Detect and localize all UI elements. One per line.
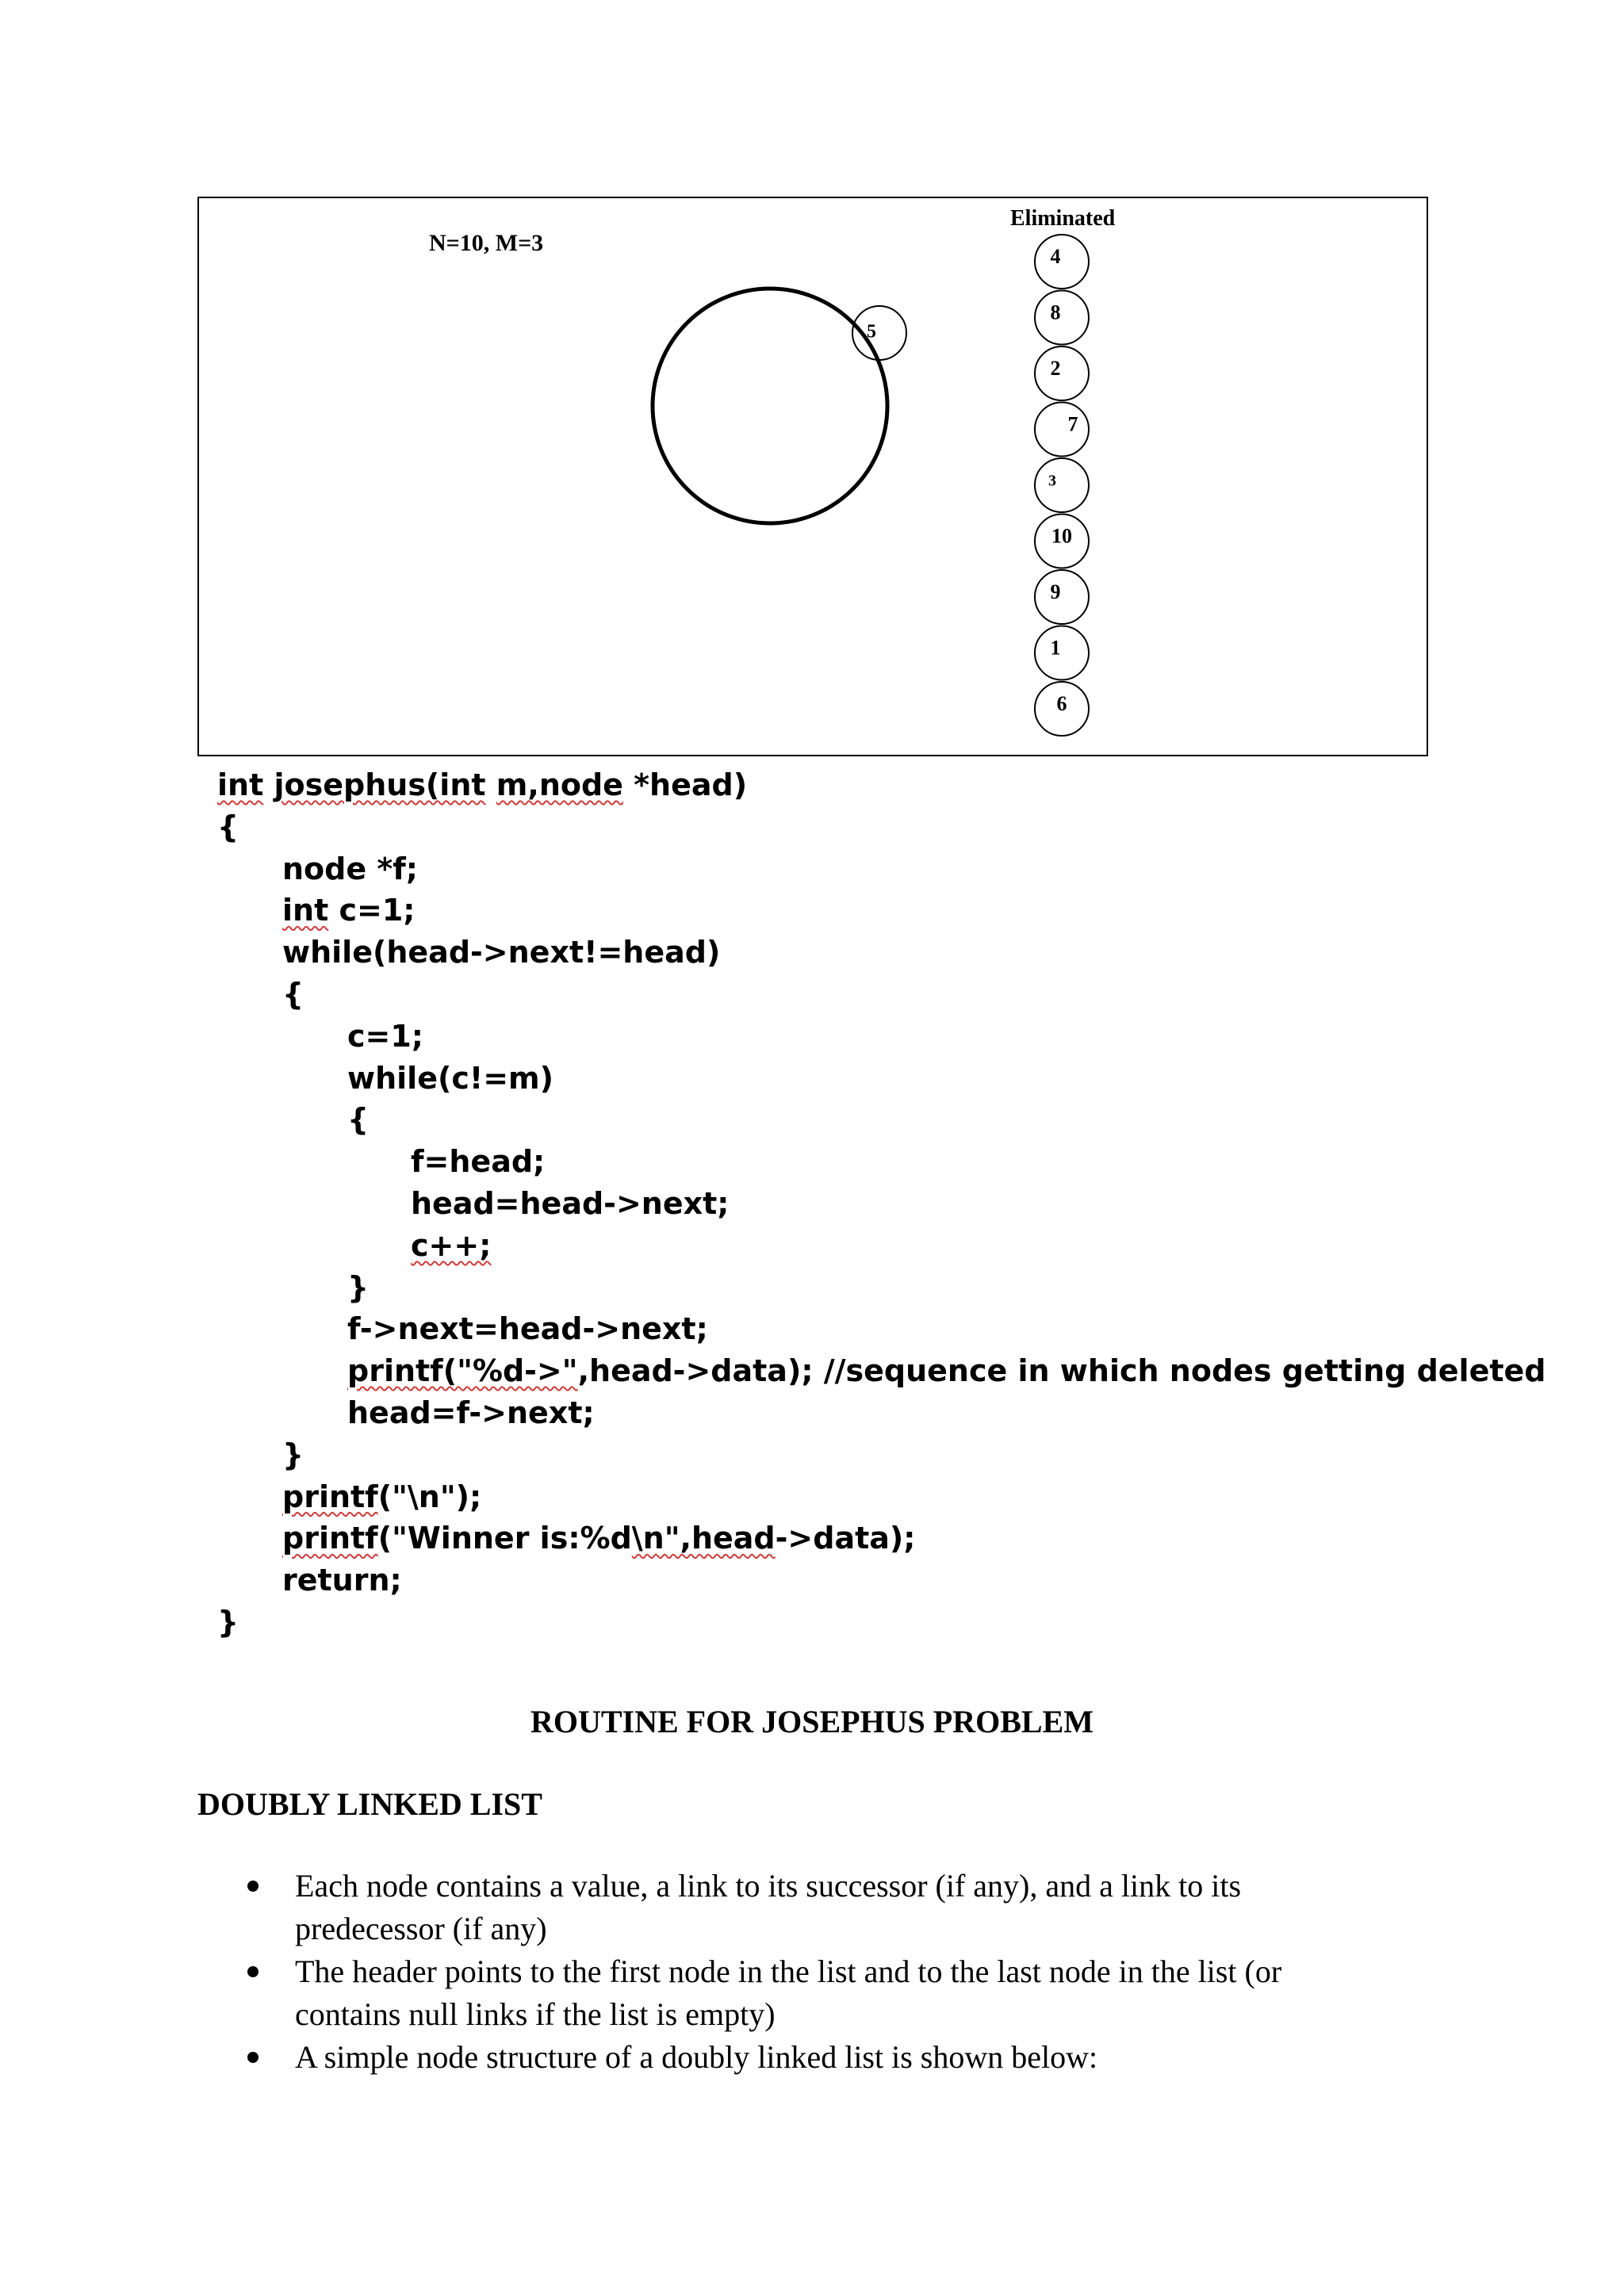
spellcheck-flagged-token: c++; bbox=[411, 1227, 492, 1263]
code-token: } bbox=[217, 1605, 239, 1640]
eliminated-node-label: 7 bbox=[1067, 412, 1078, 436]
spellcheck-flagged-token: printf("%d->" bbox=[347, 1353, 578, 1389]
bullet-dot-icon bbox=[247, 1881, 259, 1892]
code-line bbox=[347, 1310, 708, 1348]
code-line bbox=[282, 1436, 304, 1474]
eliminated-node-circle bbox=[1035, 403, 1089, 457]
bullet-list bbox=[238, 1865, 1364, 2079]
spellcheck-flagged-token: int bbox=[217, 767, 264, 802]
bullet-item bbox=[238, 1950, 1364, 2036]
bullet-item bbox=[238, 1865, 1364, 1950]
code-token: } bbox=[347, 1269, 370, 1305]
spellcheck-flagged-token: printf bbox=[282, 1521, 378, 1556]
params-label: N=10, M=3 bbox=[429, 230, 544, 256]
eliminated-node-label: 8 bbox=[1050, 300, 1061, 324]
eliminated-node-circle bbox=[1035, 346, 1089, 400]
code-token: { bbox=[217, 809, 239, 844]
code-token: c=1; bbox=[347, 1018, 424, 1054]
code-token: ("\n"); bbox=[377, 1479, 482, 1514]
code-token: return; bbox=[282, 1563, 402, 1598]
code-line bbox=[282, 850, 418, 888]
code-token: c=1; bbox=[328, 893, 416, 928]
code-line bbox=[217, 808, 239, 846]
code-token: node *f; bbox=[282, 851, 418, 886]
code-line bbox=[347, 1394, 595, 1432]
eliminated-node-label: 1 bbox=[1050, 636, 1061, 660]
code-token: while(c!=m) bbox=[347, 1060, 554, 1096]
code-token: ,head->data); //sequence in which nodes getting deleted bbox=[577, 1353, 1546, 1389]
spellcheck-flagged-token: printf bbox=[282, 1479, 378, 1514]
code-token: head=f->next; bbox=[347, 1395, 595, 1430]
josephus-diagram bbox=[197, 197, 1428, 756]
code-line bbox=[347, 1352, 1546, 1390]
eliminated-label: Eliminated bbox=[1010, 206, 1116, 231]
eliminated-nodes bbox=[1035, 235, 1089, 736]
section-heading: DOUBLY LINKED LIST bbox=[197, 1786, 542, 1822]
eliminated-node-label: 6 bbox=[1056, 691, 1067, 715]
eliminated-node-label: 10 bbox=[1051, 524, 1072, 548]
eliminated-node-circle bbox=[1035, 291, 1089, 345]
code-line bbox=[282, 1519, 915, 1557]
remaining-node-label: 5 bbox=[867, 321, 876, 342]
code-line bbox=[411, 1142, 545, 1181]
code-line bbox=[282, 975, 304, 1013]
bullet-text: The header points to the first node in the list and to the last node in the list (or contains null links if the list is empty) bbox=[295, 1954, 1282, 2032]
eliminated-node-circle bbox=[1035, 458, 1089, 512]
bullet-text: A simple node structure of a doubly linked list is shown below: bbox=[295, 2039, 1098, 2075]
code-token: ->data); bbox=[775, 1521, 916, 1556]
bullet-item bbox=[238, 2036, 1364, 2079]
bullet-text: Each node contains a value, a link to its successor (if any), and a link to its predecessor (if any) bbox=[295, 1868, 1242, 1946]
code-line bbox=[282, 1478, 481, 1516]
eliminated-node-label: 4 bbox=[1050, 244, 1061, 268]
code-line bbox=[411, 1226, 491, 1265]
eliminated-node-label: 3 bbox=[1048, 472, 1056, 490]
spellcheck-flagged-token: int bbox=[282, 893, 329, 928]
code-line bbox=[282, 891, 415, 929]
code-line bbox=[347, 1269, 369, 1307]
bullet-dot-icon bbox=[247, 2052, 259, 2063]
code-token: head=head->next; bbox=[411, 1186, 730, 1221]
josephus-diagram-svg bbox=[199, 198, 1427, 755]
code-token: { bbox=[282, 977, 304, 1012]
eliminated-node-circle bbox=[1035, 235, 1089, 289]
spellcheck-flagged-token: \n",head bbox=[631, 1521, 776, 1556]
code-line bbox=[347, 1100, 369, 1138]
code-token: f->next=head->next; bbox=[347, 1311, 708, 1347]
eliminated-node-label: 2 bbox=[1050, 356, 1061, 380]
eliminated-node-label: 9 bbox=[1050, 580, 1061, 603]
code-token bbox=[263, 767, 274, 802]
code-token: { bbox=[347, 1102, 370, 1138]
code-line bbox=[347, 1017, 423, 1055]
bullet-dot-icon bbox=[247, 1966, 259, 1977]
code-token: f=head; bbox=[411, 1144, 546, 1180]
code-caption: ROUTINE FOR JOSEPHUS PROBLEM bbox=[530, 1704, 1094, 1739]
code-line bbox=[217, 1603, 239, 1641]
code-token: ("Winner is:%d bbox=[377, 1521, 632, 1556]
code-token: *head) bbox=[622, 767, 748, 802]
circle-of-people bbox=[653, 289, 887, 523]
eliminated-node-circle bbox=[1035, 626, 1089, 680]
code-token bbox=[486, 767, 496, 802]
code-line bbox=[282, 1561, 402, 1599]
code-line bbox=[282, 933, 720, 971]
code-token: while(head->next!=head) bbox=[282, 935, 721, 970]
spellcheck-flagged-token: josephus(int bbox=[274, 767, 486, 802]
code-token: } bbox=[282, 1437, 304, 1472]
spellcheck-flagged-token: m,node bbox=[496, 767, 623, 802]
code-line bbox=[347, 1059, 553, 1097]
code-line bbox=[217, 766, 747, 804]
code-line bbox=[411, 1184, 730, 1223]
eliminated-node-circle bbox=[1035, 570, 1089, 624]
